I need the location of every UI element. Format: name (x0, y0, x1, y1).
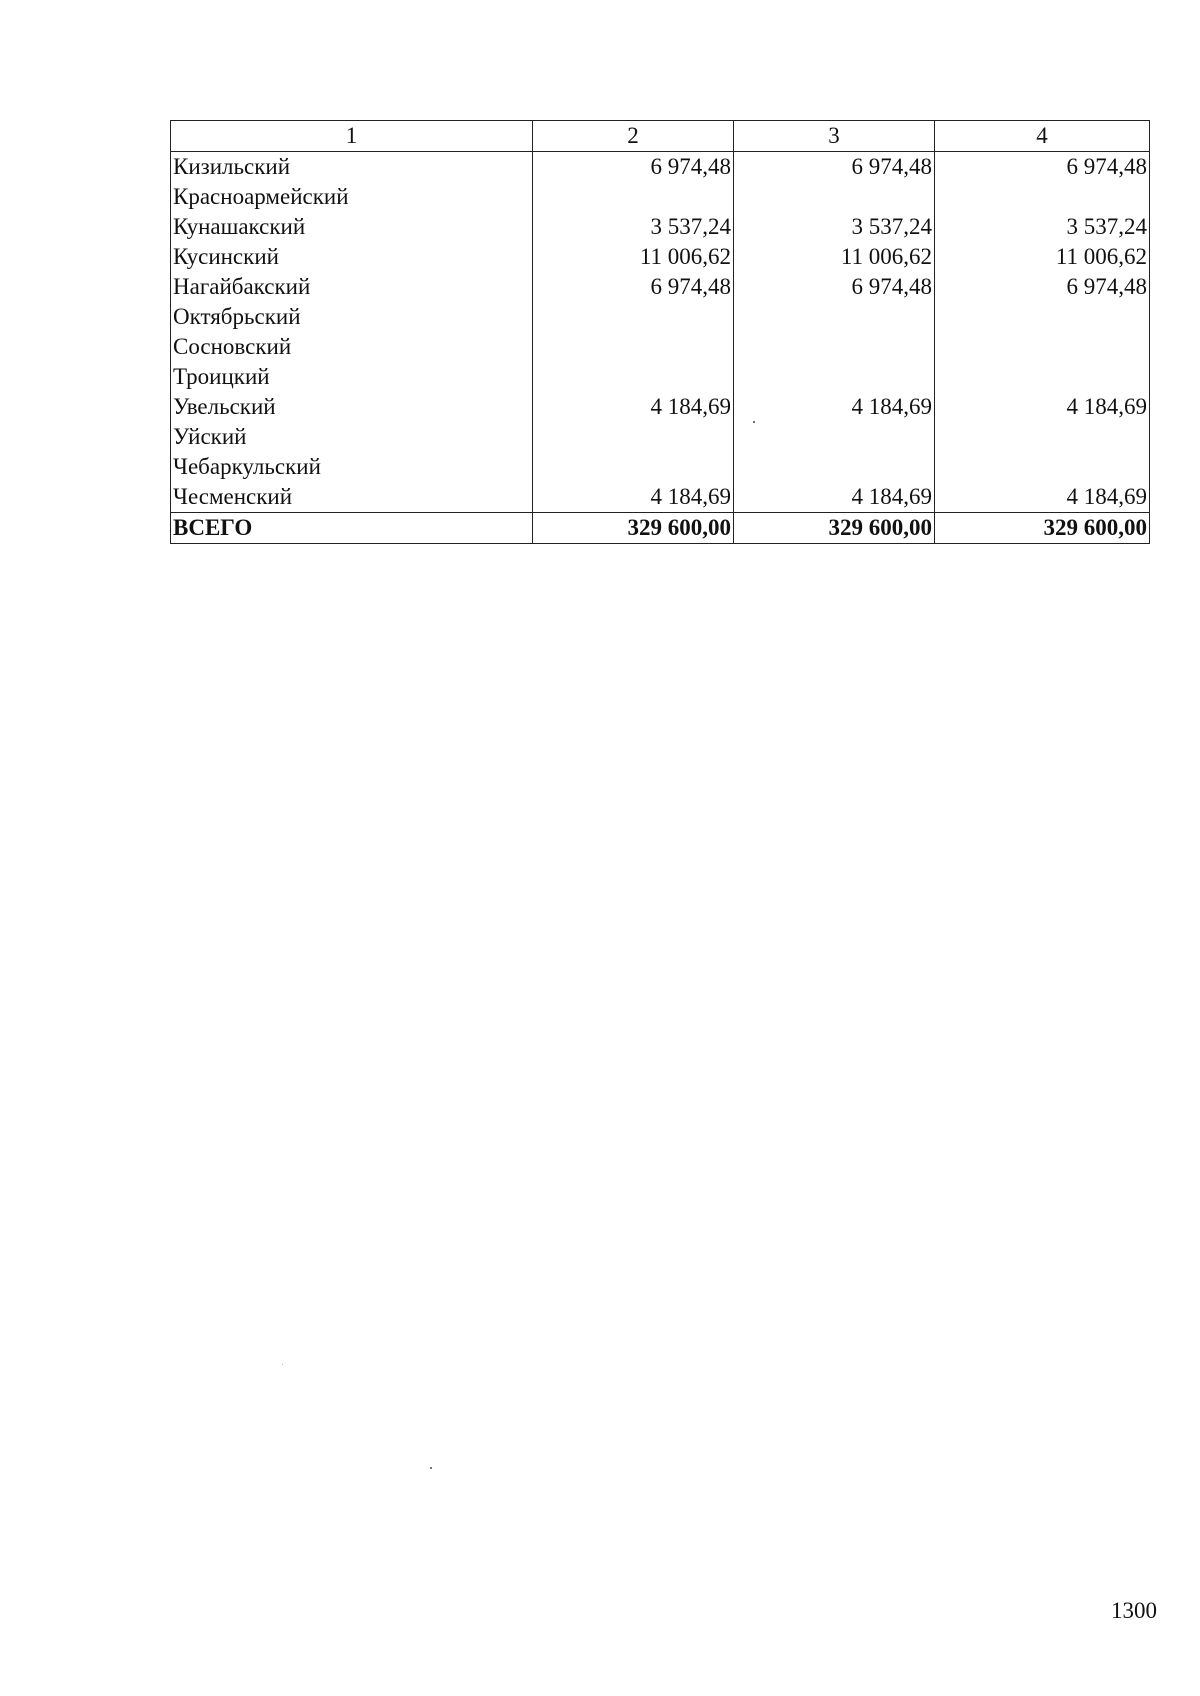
district-name-cell: Красноармейский (171, 182, 533, 212)
total-amount-col-4: 329 600,00 (935, 513, 1150, 544)
district-name-cell: Троицкий (171, 362, 533, 392)
scan-speck (430, 1467, 432, 1469)
amount-cell-col-2: 6 974,48 (533, 272, 734, 302)
table-row (171, 212, 1150, 242)
amount-cell-col-4 (935, 302, 1150, 332)
district-name-cell: Чебаркульский (171, 452, 533, 482)
district-name-cell: Кусинский (171, 242, 533, 272)
header-row (171, 121, 1150, 152)
table-row (171, 242, 1150, 272)
amount-cell-col-3: 4 184,69 (734, 392, 935, 422)
table-row (171, 362, 1150, 392)
amount-cell-col-4 (935, 362, 1150, 392)
amount-cell-col-3 (734, 422, 935, 452)
amount-cell-col-2 (533, 362, 734, 392)
amount-cell-col-3: 6 974,48 (734, 272, 935, 302)
table-row (171, 422, 1150, 452)
amount-cell-col-4: 4 184,69 (935, 482, 1150, 513)
column-header-1: 1 (171, 121, 533, 152)
amount-cell-col-2 (533, 452, 734, 482)
amount-cell-col-4: 4 184,69 (935, 392, 1150, 422)
amount-cell-col-2: 6 974,48 (533, 152, 734, 183)
district-name-cell: Кунашакский (171, 212, 533, 242)
scan-speck (282, 1364, 283, 1365)
amount-cell-col-2 (533, 182, 734, 212)
column-header-2: 2 (533, 121, 734, 152)
table-header (171, 121, 1150, 152)
amount-cell-col-3: 11 006,62 (734, 242, 935, 272)
column-header-3: 3 (734, 121, 935, 152)
district-name-cell: Увельский (171, 392, 533, 422)
table-row (171, 272, 1150, 302)
district-name-cell: Нагайбакский (171, 272, 533, 302)
amount-cell-col-4: 6 974,48 (935, 152, 1150, 183)
amount-cell-col-3: 6 974,48 (734, 152, 935, 183)
page-number: 1300 (1111, 1598, 1157, 1623)
column-header-4: 4 (935, 121, 1150, 152)
district-name-cell: Кизильский (171, 152, 533, 183)
amount-cell-col-4 (935, 452, 1150, 482)
amount-cell-col-2: 4 184,69 (533, 482, 734, 513)
amount-cell-col-4: 3 537,24 (935, 212, 1150, 242)
amount-cell-col-3 (734, 302, 935, 332)
amount-cell-col-3 (734, 452, 935, 482)
table-row (171, 332, 1150, 362)
amount-cell-col-4: 11 006,62 (935, 242, 1150, 272)
table-row (171, 392, 1150, 422)
district-name-cell: Октябрьский (171, 302, 533, 332)
total-amount-col-2: 329 600,00 (533, 513, 734, 544)
district-name-cell: Сосновский (171, 332, 533, 362)
amount-cell-col-2 (533, 332, 734, 362)
amount-cell-col-4 (935, 422, 1150, 452)
amount-cell-col-2: 11 006,62 (533, 242, 734, 272)
amount-cell-col-2: 4 184,69 (533, 392, 734, 422)
amount-cell-col-2: 3 537,24 (533, 212, 734, 242)
amount-cell-col-4: 6 974,48 (935, 272, 1150, 302)
amount-cell-col-4 (935, 332, 1150, 362)
table-row (171, 302, 1150, 332)
table-row (171, 152, 1150, 183)
amount-cell-col-3: 4 184,69 (734, 482, 935, 513)
amount-cell-col-3 (734, 332, 935, 362)
table-body (171, 152, 1150, 544)
allocation-table (170, 120, 1150, 544)
amount-cell-col-4 (935, 182, 1150, 212)
amount-cell-col-3: 3 537,24 (734, 212, 935, 242)
table-row (171, 182, 1150, 212)
amount-cell-col-3 (734, 362, 935, 392)
district-name-cell: Уйский (171, 422, 533, 452)
amount-cell-col-2 (533, 302, 734, 332)
table-row (171, 452, 1150, 482)
total-label: ВСЕГО (171, 513, 533, 544)
district-name-cell: Чесменский (171, 482, 533, 513)
scan-speck (753, 421, 755, 423)
total-row (171, 513, 1150, 544)
total-amount-col-3: 329 600,00 (734, 513, 935, 544)
amount-cell-col-2 (533, 422, 734, 452)
table-row (171, 482, 1150, 513)
amount-cell-col-3 (734, 182, 935, 212)
